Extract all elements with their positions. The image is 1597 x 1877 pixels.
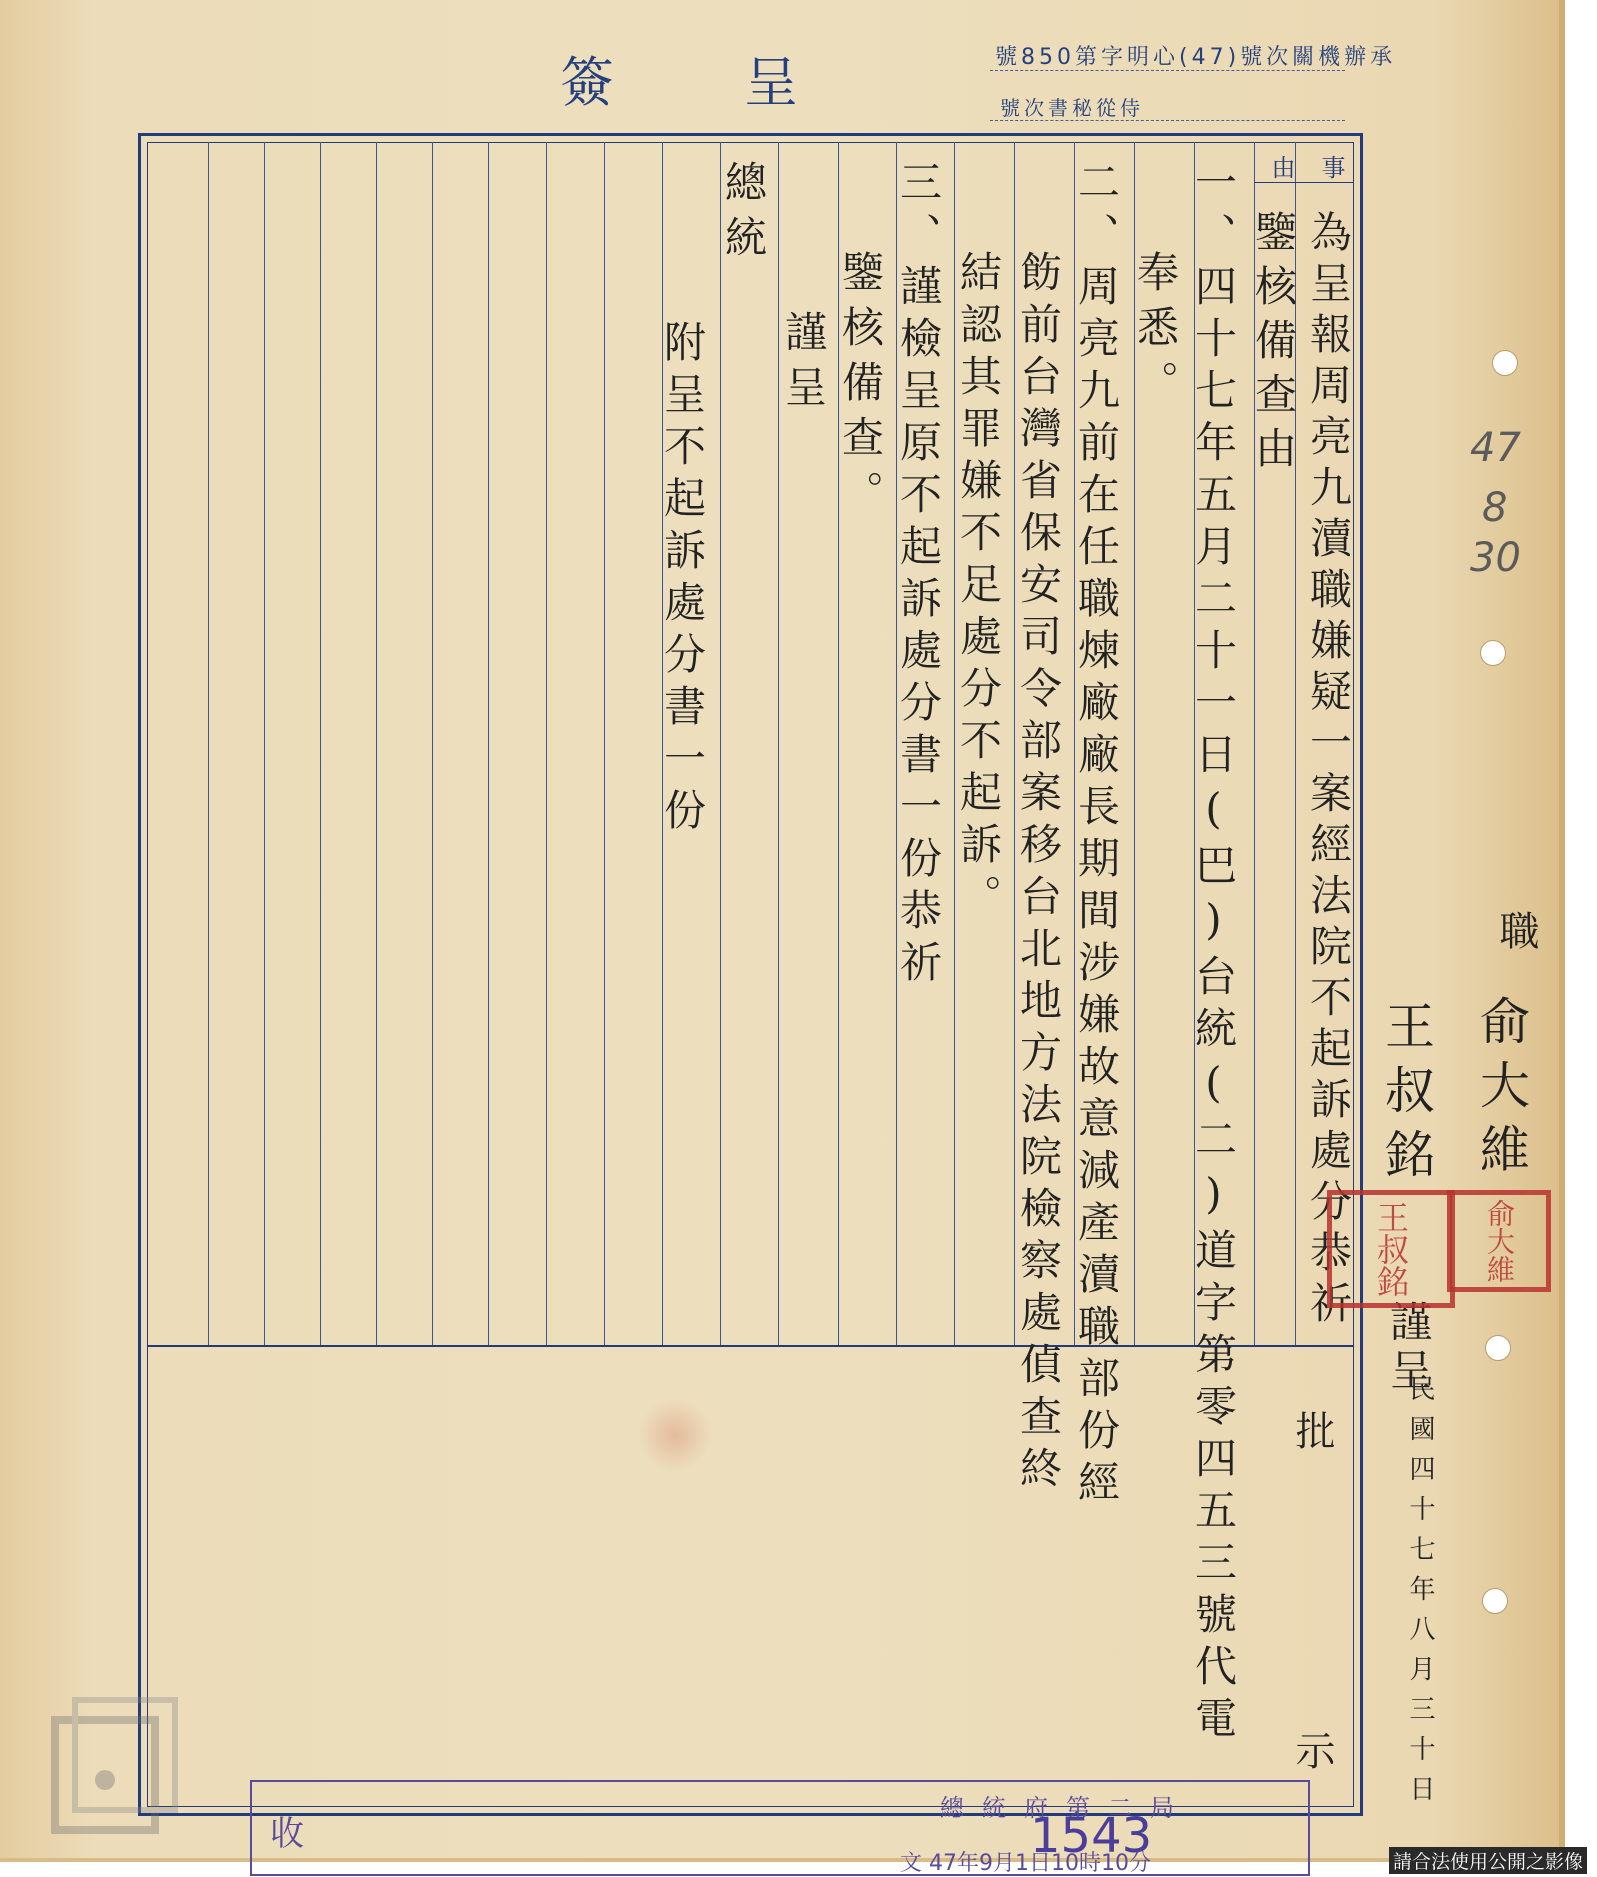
punch-hole <box>1482 1588 1508 1614</box>
archive-logo-icon <box>35 1680 185 1840</box>
closing-text: 謹呈 <box>779 310 828 420</box>
item-3-line-2: 鑒核備查。 <box>836 250 885 525</box>
watermark-text: 請合法使用公開之影像 <box>1389 1847 1587 1874</box>
attachment-note: 附呈不起訴處分書一份 <box>658 320 707 840</box>
item-1-line-1: 一、四十七年五月二十一日(巴)台統(二)道字第零四五三號代電 <box>1189 160 1238 1748</box>
received-left-label: 收 <box>270 1814 304 1854</box>
column-rule <box>488 142 489 1345</box>
reference-line-1: 號850第字明心(47)號次關機辦承 <box>995 45 1397 70</box>
column-rule <box>320 142 321 1345</box>
received-stamp <box>250 1780 1310 1876</box>
punch-hole <box>1480 640 1506 666</box>
seal-stamp-1: 俞大維 <box>1447 1190 1551 1292</box>
column-rule <box>208 142 209 1345</box>
pencil-note: 30 <box>1470 535 1521 581</box>
approval-shi: 示 <box>1289 1730 1335 1770</box>
pencil-note: 47 <box>1470 425 1521 471</box>
item-2-line-3: 結認其罪嫌不足處分不起訴。 <box>954 250 1003 926</box>
approval-divider <box>147 1345 1354 1347</box>
item-2-line-1: 二、周亮九前在任職煉廠廠長期間涉嫌故意減產瀆職部份經 <box>1072 160 1121 1512</box>
addressee: 總統 <box>719 160 768 270</box>
column-rule <box>604 142 605 1345</box>
column-rule <box>432 142 433 1345</box>
subject-label-2: 由 <box>1267 155 1295 179</box>
document-title: 簽呈 <box>560 51 928 114</box>
subject-label-1: 事 <box>1317 155 1345 179</box>
punch-hole <box>1485 1335 1511 1361</box>
item-2-line-2: 飭前台灣省保安司令部案移台北地方法院檢察處偵查終 <box>1014 250 1063 1498</box>
subject-header-rule <box>1254 182 1354 183</box>
received-date: 文 47年9月1日10時10分 <box>900 1851 1151 1876</box>
received-office: 總統府第二局 <box>940 1794 1192 1822</box>
pencil-note: 8 <box>1482 485 1508 531</box>
column-rule <box>720 142 721 1345</box>
column-rule <box>546 142 547 1345</box>
subject-text: 為呈報周亮九瀆職嫌疑一案經法院不起訴處分恭祈 <box>1304 210 1353 1332</box>
subject-text-2: 鑒核備查由 <box>1249 210 1298 480</box>
reference-line-2: 號次書秘從侍 <box>1000 96 1144 120</box>
signer-respect: 謹呈 <box>1384 1300 1433 1396</box>
received-number: 1543 <box>1030 1808 1153 1864</box>
document-date: 民國四十七年八月三十日 <box>1405 1375 1435 1815</box>
column-rule <box>264 142 265 1345</box>
header-rule-1 <box>990 70 1345 71</box>
punch-hole <box>1492 350 1518 376</box>
header-rule-2 <box>990 120 1345 121</box>
item-1-line-2: 奉悉。 <box>1131 250 1180 415</box>
approval-pi: 批 <box>1289 1410 1335 1450</box>
faint-stamp-mark <box>640 1395 710 1475</box>
signer-name-2: 王叔銘 <box>1377 1000 1435 1192</box>
item-3-line-1: 三、謹檢呈原不起訴處分書一份恭祈 <box>894 160 943 992</box>
seal-stamp-2: 王叔銘 <box>1327 1190 1455 1308</box>
column-rule <box>376 142 377 1345</box>
signer-title: 職 <box>1493 910 1539 950</box>
signer-name-1: 俞大維 <box>1472 995 1530 1187</box>
